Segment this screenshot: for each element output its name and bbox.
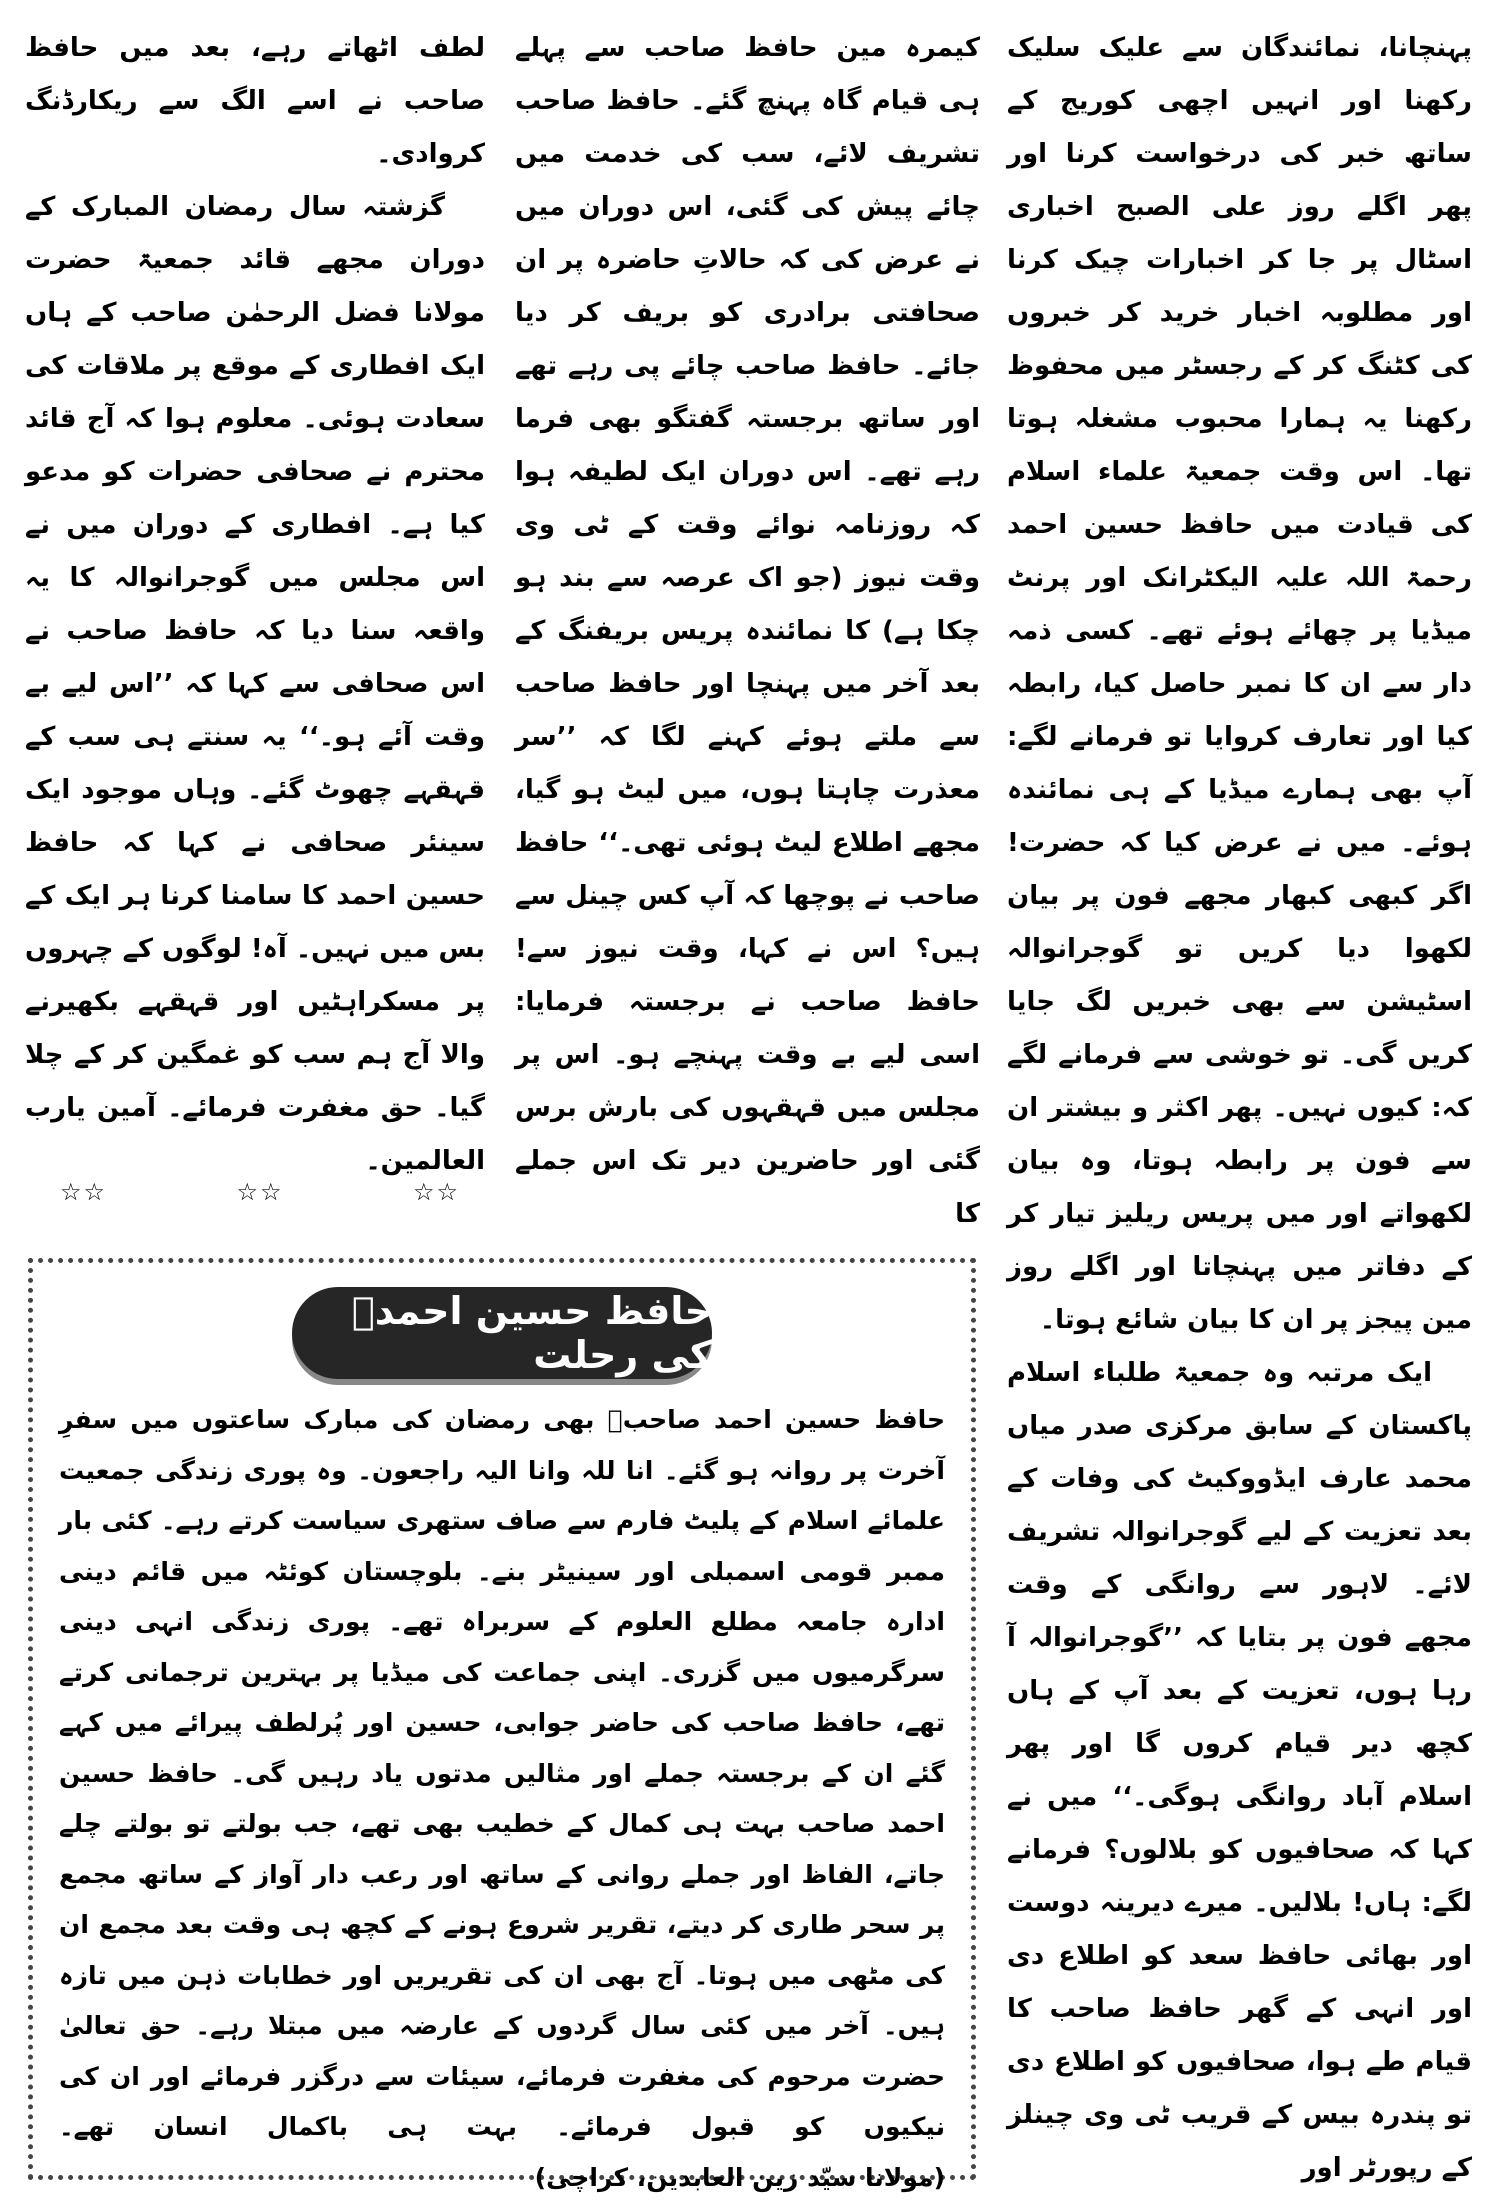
section-divider-stars [60, 1178, 460, 1206]
obituary-box [28, 1258, 976, 2192]
star-group: ☆☆ [60, 1178, 108, 1206]
obituary-title: حافظ حسین احمدؒ کی رحلت [292, 1287, 712, 1379]
left-paragraph-2: گزشتہ سال رمضان المبارک کے دوران مجھے قائد جمعیۃ حضرت مولانا فضل الرحمٰن صاحب کے ہاں ایک افطاری کے موقع پر ملاقات کی سعادت ہوئی۔ معلوم ہوا کہ آج قائد محترم نے صحافی حضرات کو مدعو کیا ہے۔ افطاری کے دوران میں نے اس مجلس میں گوجرانوالہ کا یہ واقعہ سنا دیا کہ حافظ صاحب نے اس صحافی سے کہا کہ ’’اس لیے بے وقت آئے ہو۔‘‘ یہ سنتے ہی سب کے قہقہے چھوٹ گئے۔ وہاں موجود ایک سینئر صحافی نے کہا کہ حافظ حسین احمد کا سامنا کرنا ہر ایک کے بس میں نہیں۔ آہ! لوگوں کے چہروں پر مسکراہٹیں اور قہقہے بکھیرنے والا آج ہم سب کو غمگین کر کے چلا گیا۔ حق مغفرت فرمائے۔ آمین یارب العالمین۔ [25, 192, 486, 1176]
middle-paragraph: کیمرہ مین حافظ صاحب سے پہلے ہی قیام گاہ پہنچ گئے۔ حافظ صاحب تشریف لائے، سب کی خدمت میں چائے پیش کی گئی، اس دوران میں نے عرض کی کہ حالاتِ حاضرہ پر ان صحافتی برادری کو بریف کر دیا جائے۔ حافظ صاحب چائے پی رہے تھے اور ساتھ برجستہ گفتگو بھی فرما رہے تھے۔ اس دوران ایک لطیفہ ہوا کہ روزنامہ نوائے وقت کے ٹی وی وقت نیوز (جو اک عرصہ سے بند ہو چکا ہے) کا نمائندہ پریس بریفنگ کے بعد آخر میں پہنچا اور حافظ صاحب سے ملتے ہوئے کہنے لگا کہ ’’سر معذرت چاہتا ہوں، میں لیٹ ہو گیا، مجھے اطلاع لیٹ ہوئی تھی۔‘‘ حافظ صاحب نے پوچھا کہ آپ کس چینل سے ہیں؟ اس نے کہا، وقت نیوز سے! حافظ صاحب نے برجستہ فرمایا: اسی لیے بے وقت پہنچے ہو۔ اس پر مجلس میں قہقہوں کی بارش برس گئی اور حاضرین دیر تک اس جملے کا [515, 33, 980, 1229]
left-paragraph-1: لطف اٹھاتے رہے، بعد میں حافظ صاحب نے اسے الگ سے ریکارڈنگ کروادی۔ [25, 33, 485, 169]
middle-column [515, 22, 980, 1262]
star-group: ☆☆ [412, 1178, 460, 1206]
right-paragraph-2: ایک مرتبہ وہ جمعیۃ طلباء اسلام پاکستان کے سابق مرکزی صدر میاں محمد عارف ایڈووکیٹ کی وفات کے بعد تعزیت کے لیے گوجرانوالہ تشریف لائے۔ لاہور سے روانگی کے وقت مجھے فون پر بتایا کہ ’’گوجرانوالہ آ رہا ہوں، تعزیت کے بعد آپ کے ہاں کچھ دیر قیام کروں گا اور پھر اسلام آباد روانگی ہوگی۔‘‘ میں نے کہا کہ صحافیوں کو بلالوں؟ فرمانے لگے: ہاں! بلالیں۔ میرے دیرینہ دوست اور بھائی حافظ سعد کو اطلاع دی اور انہی کے گھر حافظ صاحب کا قیام طے ہوا، صحافیوں کو اطلاع دی تو پندرہ بیس کے قریب ٹی وی چینلز کے رپورٹر اور [1007, 1358, 1472, 2183]
left-column [25, 22, 485, 1202]
obituary-signature: (مولانا سیّد زین العابدین، کراچی) [534, 2162, 945, 2192]
obituary-text: حافظ حسین احمد صاحبؒ بھی رمضان کی مبارک ساعتوں میں سفرِ آخرت پر روانہ ہو گئے۔ انا للہ وانا الیہ راجعون۔ وہ پوری زندگی جمعیت علمائے اسلام کے پلیٹ فارم سے صاف ستھری سیاست کرتے رہے۔ کئی بار ممبر قومی اسمبلی اور سینیٹر بنے۔ بلوچستان کوئٹہ میں قائم دینی ادارہ جامعہ مطلع العلوم کے سربراہ تھے۔ پوری زندگی انہی دینی سرگرمیوں میں گزری۔ اپنی جماعت کی میڈیا پر بہترین ترجمانی کرتے تھے، حافظ صاحب کی حاضر جوابی، حسین اور پُرلطف پیرائے میں کہے گئے ان کے برجستہ جملے اور مثالیں مدتوں یاد رہیں گی۔ حافظ حسین احمد صاحب بہت ہی کمال کے خطیب بھی تھے، جب بولتے تو بولتے چلے جاتے، الفاظ اور جملے روانی کے ساتھ اور رعب دار آواز کے ساتھ مجمع پر سحر طاری کر دیتے، تقریر شروع ہونے کے کچھ ہی وقت بعد مجمع ان کی مٹھی میں ہوتا۔ آج بھی ان کی تقریریں اور خطابات ذہن میں تازہ ہیں۔ آخر میں کئی سال گردوں کے عارضہ میں مبتلا رہے۔ حق تعالیٰ حضرت مرحوم کی مغفرت فرمائے، سیئات سے درگزر فرمائے اور ان کی نیکیوں کو قبول فرمائے۔ بہت ہی باکمال انسان تھے۔ [59, 1405, 945, 2141]
right-column [1007, 22, 1472, 2183]
obituary-body [59, 1395, 945, 2203]
right-paragraph-1: پہنچانا، نمائندگان سے علیک سلیک رکھنا اور انہیں اچھی کوریج کے ساتھ خبر کی درخواست کرنا اور پھر اگلے روز علی الصبح اخباری اسٹال پر جا کر اخبارات چیک کرنا اور مطلوبہ اخبار خرید کر خبروں کی کٹنگ کر کے رجسٹر میں محفوظ رکھنا یہ ہمارا محبوب مشغلہ ہوتا تھا۔ اس وقت جمعیۃ علماء اسلام کی قیادت میں حافظ حسین احمد رحمۃ اللہ علیہ الیکٹرانک اور پرنٹ میڈیا پر چھائے ہوئے تھے۔ کسی ذمہ دار سے ان کا نمبر حاصل کیا، رابطہ کیا اور تعارف کروایا تو فرمانے لگے: آپ بھی ہمارے میڈیا کے ہی نمائندہ ہوئے۔ میں نے عرض کیا کہ حضرت! اگر کبھی کبھار مجھے فون پر بیان لکھوا دیا کریں تو گوجرانوالہ اسٹیشن سے بھی خبریں لگ جایا کریں گی۔ تو خوشی سے فرمانے لگے کہ: کیوں نہیں۔ پھر اکثر و بیشتر ان سے فون پر رابطہ ہوتا، وہ بیان لکھواتے اور میں پریس ریلیز تیار کر کے دفاتر میں پہنچاتا اور اگلے روز مین پیجز پر ان کا بیان شائع ہوتا۔ [1007, 33, 1472, 1335]
star-group: ☆☆ [236, 1178, 284, 1206]
